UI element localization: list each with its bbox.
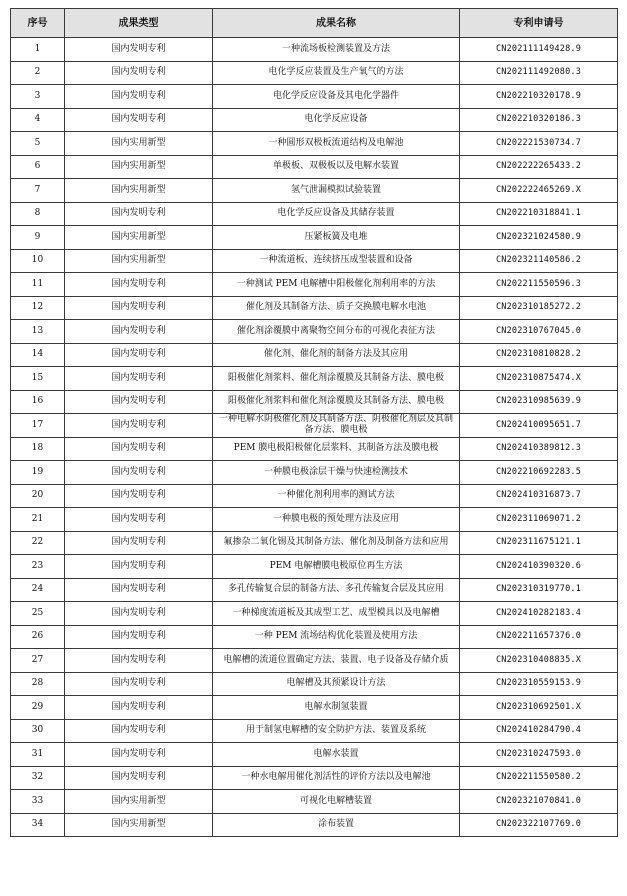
row-title: 一种水电解用催化剂活性的评价方法以及电解池 [213, 766, 460, 790]
table-row [11, 155, 618, 179]
row-title: 氢气泄漏模拟试验装置 [213, 179, 460, 203]
table-header [11, 9, 618, 38]
table-row [11, 320, 618, 344]
table-row [11, 273, 618, 297]
row-application-number: CN202310185272.2 [460, 296, 618, 320]
row-title: 一种流道板、连续挤压成型装置和设备 [213, 249, 460, 273]
row-index: 27 [11, 649, 65, 673]
row-title: 电化学反应装置及生产氧气的方法 [213, 61, 460, 85]
row-type: 国内发明专利 [65, 766, 213, 790]
row-title: 一种流场板检测装置及方法 [213, 38, 460, 62]
table-row [11, 743, 618, 767]
row-index: 31 [11, 743, 65, 767]
row-type: 国内发明专利 [65, 108, 213, 132]
row-application-number: CN202410389812.3 [460, 437, 618, 461]
row-title: 多孔传输复合层的制备方法、多孔传输复合层及其应用 [213, 578, 460, 602]
header-application-number: 专利申请号 [460, 9, 618, 38]
table-row [11, 602, 618, 626]
row-type: 国内实用新型 [65, 813, 213, 837]
header-row [11, 9, 618, 38]
row-index: 6 [11, 155, 65, 179]
row-application-number: CN202310692501.X [460, 696, 618, 720]
row-index: 12 [11, 296, 65, 320]
row-type: 国内实用新型 [65, 132, 213, 156]
row-title: 电解槽及其预紧设计方法 [213, 672, 460, 696]
row-title: 一种圆形双极板流道结构及电解池 [213, 132, 460, 156]
row-application-number: CN202321070841.0 [460, 790, 618, 814]
row-type: 国内发明专利 [65, 38, 213, 62]
row-application-number: CN202211657376.0 [460, 625, 618, 649]
row-type: 国内发明专利 [65, 343, 213, 367]
row-type: 国内发明专利 [65, 437, 213, 461]
row-type: 国内发明专利 [65, 484, 213, 508]
row-type: 国内实用新型 [65, 790, 213, 814]
row-type: 国内发明专利 [65, 296, 213, 320]
row-application-number: CN202410284790.4 [460, 719, 618, 743]
row-title: 电解水制氢装置 [213, 696, 460, 720]
row-application-number: CN202310985639.9 [460, 390, 618, 414]
row-type: 国内发明专利 [65, 273, 213, 297]
table-row [11, 390, 618, 414]
row-type: 国内发明专利 [65, 719, 213, 743]
row-type: 国内发明专利 [65, 672, 213, 696]
table-row [11, 343, 618, 367]
table-row [11, 813, 618, 837]
row-application-number: CN202310810828.2 [460, 343, 618, 367]
table-row [11, 531, 618, 555]
row-type: 国内发明专利 [65, 743, 213, 767]
table-row [11, 649, 618, 673]
patent-table [10, 8, 618, 837]
row-title: 电化学反应设备 [213, 108, 460, 132]
row-application-number: CN202322107769.0 [460, 813, 618, 837]
row-title: 催化剂、催化剂的制备方法及其应用 [213, 343, 460, 367]
row-type: 国内发明专利 [65, 555, 213, 579]
row-index: 34 [11, 813, 65, 837]
row-index: 23 [11, 555, 65, 579]
row-type: 国内发明专利 [65, 625, 213, 649]
table-row [11, 625, 618, 649]
row-type: 国内发明专利 [65, 61, 213, 85]
row-application-number: CN202310875474.X [460, 367, 618, 391]
row-index: 21 [11, 508, 65, 532]
row-title: 一种 PEM 流场结构优化装置及使用方法 [213, 625, 460, 649]
row-title: 涂布装置 [213, 813, 460, 837]
row-title: 电化学反应设备及其储存装置 [213, 202, 460, 226]
row-application-number: CN202310247593.0 [460, 743, 618, 767]
row-application-number: CN202111149428.9 [460, 38, 618, 62]
row-index: 29 [11, 696, 65, 720]
row-application-number: CN202310408835.X [460, 649, 618, 673]
row-index: 13 [11, 320, 65, 344]
row-application-number: CN202310767045.0 [460, 320, 618, 344]
row-title: 一种膜电极涂层干燥与快速检测技术 [213, 461, 460, 485]
row-index: 5 [11, 132, 65, 156]
row-index: 33 [11, 790, 65, 814]
row-index: 19 [11, 461, 65, 485]
row-title: 一种电解水阴极催化剂及其制备方法、阴极催化剂层及其制备方法、膜电极 [213, 414, 460, 438]
row-title: PEM 膜电极阳极催化层浆料、其制备方法及膜电极 [213, 437, 460, 461]
row-application-number: CN202210692283.5 [460, 461, 618, 485]
row-title: 可视化电解槽装置 [213, 790, 460, 814]
row-title: 阳极催化剂浆料、催化剂涂覆膜及其制备方法、膜电极 [213, 367, 460, 391]
row-index: 16 [11, 390, 65, 414]
table-row [11, 437, 618, 461]
row-title: 一种梯度流道板及其成型工艺、成型模具以及电解槽 [213, 602, 460, 626]
table-row [11, 414, 618, 438]
row-index: 7 [11, 179, 65, 203]
table-row [11, 296, 618, 320]
row-title: 压紧板簧及电堆 [213, 226, 460, 250]
row-type: 国内实用新型 [65, 155, 213, 179]
header-index: 序号 [11, 9, 65, 38]
row-index: 22 [11, 531, 65, 555]
row-application-number: CN202321024580.9 [460, 226, 618, 250]
header-type: 成果类型 [65, 9, 213, 38]
row-title: 催化剂涂覆膜中离聚物空间分布的可视化表征方法 [213, 320, 460, 344]
row-application-number: CN202410390320.6 [460, 555, 618, 579]
row-index: 9 [11, 226, 65, 250]
row-title: 电解槽的流道位置确定方法、装置、电子设备及存储介质 [213, 649, 460, 673]
row-index: 28 [11, 672, 65, 696]
row-application-number: CN202310559153.9 [460, 672, 618, 696]
table-row [11, 85, 618, 109]
row-type: 国内发明专利 [65, 85, 213, 109]
table-row [11, 132, 618, 156]
row-application-number: CN202311069071.2 [460, 508, 618, 532]
row-application-number: CN202410095651.7 [460, 414, 618, 438]
table-row [11, 367, 618, 391]
row-title: 单极板、双极板以及电解水装置 [213, 155, 460, 179]
row-index: 24 [11, 578, 65, 602]
row-title: 电解水装置 [213, 743, 460, 767]
row-index: 14 [11, 343, 65, 367]
row-index: 26 [11, 625, 65, 649]
row-application-number: CN202410316873.7 [460, 484, 618, 508]
row-type: 国内发明专利 [65, 696, 213, 720]
row-index: 11 [11, 273, 65, 297]
row-index: 32 [11, 766, 65, 790]
row-index: 8 [11, 202, 65, 226]
row-type: 国内实用新型 [65, 249, 213, 273]
row-index: 18 [11, 437, 65, 461]
row-application-number: CN202210320178.9 [460, 85, 618, 109]
row-type: 国内发明专利 [65, 367, 213, 391]
row-type: 国内发明专利 [65, 508, 213, 532]
row-index: 1 [11, 38, 65, 62]
row-type: 国内发明专利 [65, 390, 213, 414]
table-row [11, 696, 618, 720]
row-application-number: CN202211550580.2 [460, 766, 618, 790]
row-type: 国内发明专利 [65, 461, 213, 485]
row-title: 一种测试 PEM 电解槽中阳极催化剂利用率的方法 [213, 273, 460, 297]
row-title: 阳极催化剂浆料和催化剂涂覆膜及其制备方法、膜电极 [213, 390, 460, 414]
table-row [11, 202, 618, 226]
row-application-number: CN202111492080.3 [460, 61, 618, 85]
table-row [11, 719, 618, 743]
row-application-number: CN202410282183.4 [460, 602, 618, 626]
table-body [11, 38, 618, 837]
row-index: 25 [11, 602, 65, 626]
row-index: 4 [11, 108, 65, 132]
row-type: 国内发明专利 [65, 531, 213, 555]
row-application-number: CN202210320186.3 [460, 108, 618, 132]
row-index: 30 [11, 719, 65, 743]
row-index: 3 [11, 85, 65, 109]
table-row [11, 108, 618, 132]
row-type: 国内发明专利 [65, 414, 213, 438]
row-index: 10 [11, 249, 65, 273]
row-application-number: CN202222265433.2 [460, 155, 618, 179]
row-index: 20 [11, 484, 65, 508]
table-row [11, 461, 618, 485]
table-row [11, 226, 618, 250]
row-title: PEM 电解槽膜电极原位再生方法 [213, 555, 460, 579]
row-application-number: CN202221530734.7 [460, 132, 618, 156]
row-application-number: CN202210318841.1 [460, 202, 618, 226]
table-row [11, 555, 618, 579]
table-row [11, 766, 618, 790]
row-index: 2 [11, 61, 65, 85]
row-type: 国内发明专利 [65, 649, 213, 673]
row-index: 17 [11, 414, 65, 438]
table-row [11, 508, 618, 532]
header-title: 成果名称 [213, 9, 460, 38]
table-row [11, 179, 618, 203]
row-type: 国内发明专利 [65, 320, 213, 344]
row-title: 一种催化剂利用率的测试方法 [213, 484, 460, 508]
row-type: 国内实用新型 [65, 179, 213, 203]
table-row [11, 790, 618, 814]
row-application-number: CN202222465269.X [460, 179, 618, 203]
row-title: 一种膜电极的预处理方法及应用 [213, 508, 460, 532]
row-application-number: CN202311675121.1 [460, 531, 618, 555]
row-index: 15 [11, 367, 65, 391]
row-application-number: CN202211550596.3 [460, 273, 618, 297]
table-row [11, 61, 618, 85]
row-title: 催化剂及其制备方法、质子交换膜电解水电池 [213, 296, 460, 320]
row-type: 国内发明专利 [65, 578, 213, 602]
table-row [11, 249, 618, 273]
table-row [11, 672, 618, 696]
table-row [11, 578, 618, 602]
row-application-number: CN202321140586.2 [460, 249, 618, 273]
row-type: 国内实用新型 [65, 226, 213, 250]
row-application-number: CN202310319770.1 [460, 578, 618, 602]
row-title: 氟掺杂二氧化锡及其制备方法、催化剂及制备方法和应用 [213, 531, 460, 555]
row-type: 国内发明专利 [65, 602, 213, 626]
row-type: 国内发明专利 [65, 202, 213, 226]
table-row [11, 38, 618, 62]
row-title: 电化学反应设备及其电化学器件 [213, 85, 460, 109]
row-title: 用于制氢电解槽的安全防护方法、装置及系统 [213, 719, 460, 743]
table-row [11, 484, 618, 508]
